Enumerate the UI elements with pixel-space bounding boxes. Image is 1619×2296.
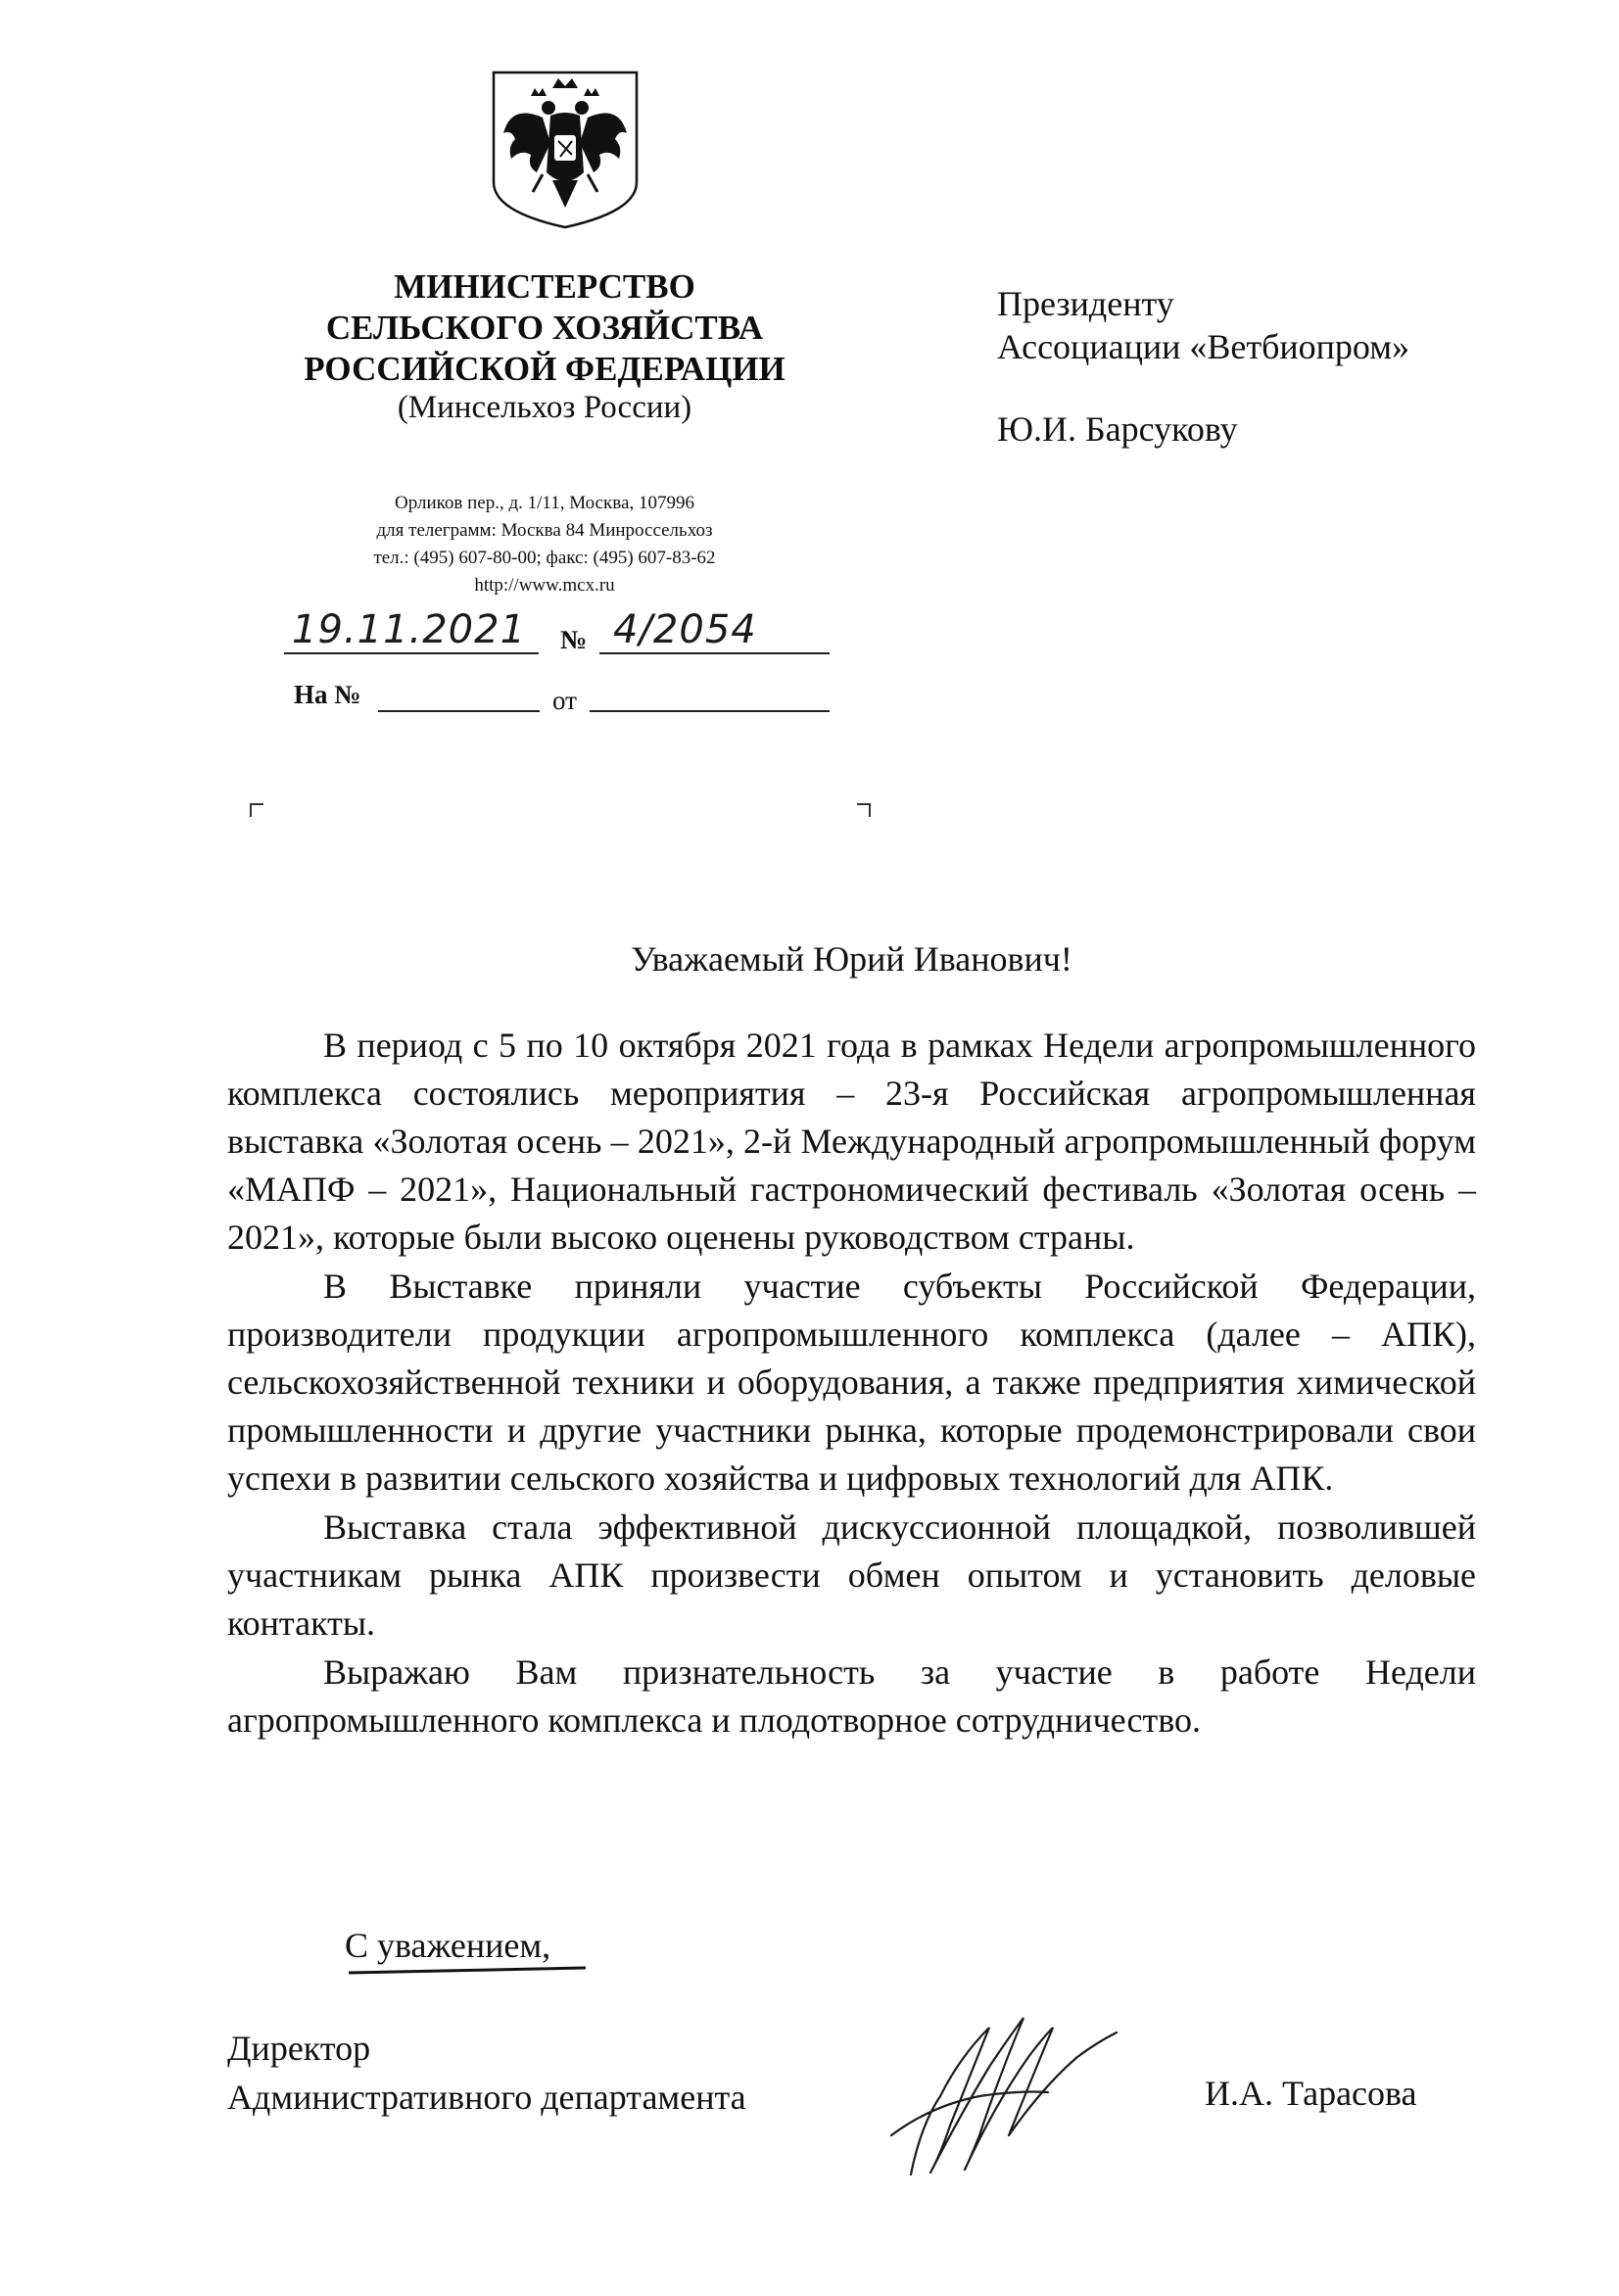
- paragraph-2: В Выставке приняли участие субъекты Российской Федерации, производители продукции агропромышленного комплекса (далее – АПК), сельскохозяйственной техники и оборудования, а также предприятия химической промышленности и другие участники рынка, которые продемонстрировали свои успехи в развитии сельского хозяйства и цифровых технологий для АПК.: [227, 1267, 1476, 1498]
- registration-date: 19.11.2021: [292, 607, 527, 652]
- ministry-website: http://www.mcx.ru: [474, 575, 615, 596]
- ministry-telegram: для телеграмм: Москва 84 Минроссельхоз: [376, 520, 713, 541]
- paragraph-1: В период с 5 по 10 октября 2021 года в рамках Недели агропромышленного комплекса состоялись мероприятия – 23-я Российская агропромышленная выставка «Золотая осень – 2021», 2-й Международный агропромышленный форум «МАПФ – 2021», Национальный гастрономический фестиваль «Золотая осень – 2021», которые были высоко оценены руководством страны.: [227, 1026, 1476, 1257]
- addressee-organization: Ассоциации «Ветбиопром»: [997, 327, 1410, 366]
- ministry-name: [245, 266, 844, 390]
- greeting: Уважаемый Юрий Иванович!: [631, 939, 1072, 979]
- handwritten-signature: [872, 1988, 1146, 2184]
- coat-of-arms-icon: [482, 65, 648, 231]
- addressee-title: Президенту: [997, 284, 1174, 323]
- ministry-short-name: (Минсельхоз России): [397, 390, 692, 425]
- paragraph-3: Выставка стала эффективной дискуссионной площадкой, позволившей участникам рынка АПК произвести обмен опытом и установить деловые контакты.: [227, 1507, 1476, 1643]
- corner-mark-left: [250, 803, 263, 817]
- ministry-name-line2: СЕЛЬСКОГО ХОЗЯЙСТВА: [325, 309, 764, 347]
- signer-name: И.А. Тарасова: [1205, 2074, 1417, 2113]
- registration-number: 4/2054: [613, 607, 757, 652]
- ministry-address: Орликов пер., д. 1/11, Москва, 107996: [395, 493, 694, 513]
- reply-number-underline: [378, 710, 540, 712]
- registration-date-field: [284, 607, 568, 656]
- ministry-name-line3: РОССИЙСКОЙ ФЕДЕРАЦИИ: [304, 350, 786, 388]
- addressee-name: Ю.И. Барсукову: [997, 409, 1238, 449]
- number-label: №: [560, 625, 588, 654]
- number-underline: [599, 652, 830, 654]
- letter-body: [227, 1022, 1476, 1746]
- reply-from-label: от: [552, 686, 577, 715]
- signer-position: [227, 2024, 746, 2122]
- corner-mark-right: [857, 803, 871, 817]
- ministry-phone-fax: тел.: (495) 607-80-00; факс: (495) 607-83-62: [373, 548, 716, 568]
- signer-position-line2: Административного департамента: [227, 2078, 746, 2117]
- signer-position-line1: Директор: [227, 2029, 371, 2068]
- date-underline: [284, 652, 539, 654]
- closing: С уважением,: [345, 1926, 551, 1965]
- ministry-contacts: [245, 490, 844, 599]
- paragraph-4: Выражаю Вам признательность за участие в работе Недели агропромышленного комплекса и плодотворное сотрудничество.: [227, 1652, 1476, 1740]
- addressee-block: [997, 282, 1409, 451]
- ministry-name-line1: МИНИСТЕРСТВО: [394, 267, 695, 306]
- reply-number-label: На №: [294, 680, 361, 709]
- closing-underline: [349, 1966, 586, 1974]
- registration-number-field: [599, 607, 834, 656]
- reply-date-underline: [590, 710, 830, 712]
